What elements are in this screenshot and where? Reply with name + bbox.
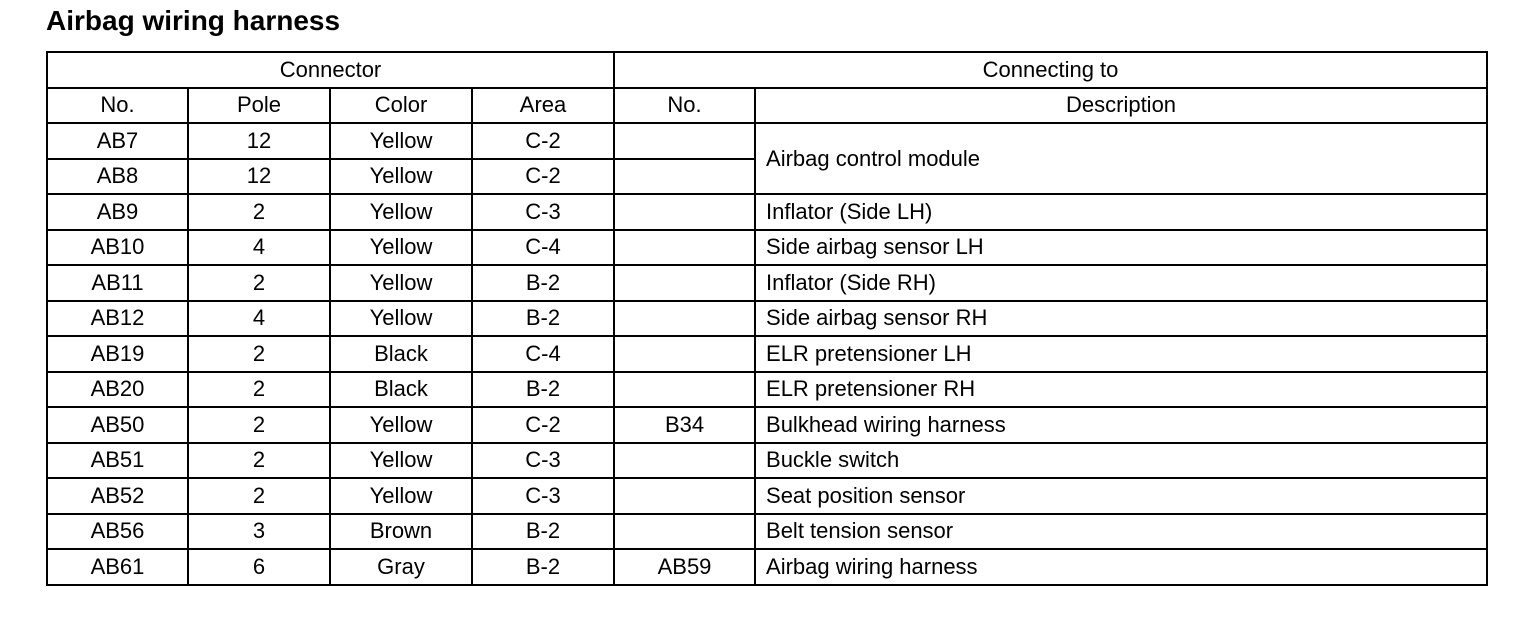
cell-no: AB51 — [47, 443, 188, 479]
cell-color: Yellow — [330, 443, 472, 479]
cell-connecting-no — [614, 443, 755, 479]
cell-color: Yellow — [330, 194, 472, 230]
cell-color: Yellow — [330, 301, 472, 337]
cell-pole: 12 — [188, 159, 330, 195]
cell-area: B-2 — [472, 372, 614, 408]
cell-color: Yellow — [330, 230, 472, 266]
cell-connecting-no — [614, 478, 755, 514]
cell-connecting-no — [614, 194, 755, 230]
cell-pole: 12 — [188, 123, 330, 159]
cell-area: C-3 — [472, 443, 614, 479]
cell-description: Side airbag sensor LH — [755, 230, 1487, 266]
cell-color: Yellow — [330, 478, 472, 514]
cell-pole: 3 — [188, 514, 330, 550]
table-row — [47, 230, 1487, 266]
cell-area: B-2 — [472, 301, 614, 337]
cell-no: AB12 — [47, 301, 188, 337]
cell-description: Side airbag sensor RH — [755, 301, 1487, 337]
cell-color: Yellow — [330, 159, 472, 195]
column-header-pole: Pole — [188, 88, 330, 124]
table-row — [47, 478, 1487, 514]
cell-pole: 2 — [188, 443, 330, 479]
cell-pole: 6 — [188, 549, 330, 585]
table-row — [47, 265, 1487, 301]
cell-no: AB19 — [47, 336, 188, 372]
cell-area: B-2 — [472, 549, 614, 585]
cell-color: Yellow — [330, 407, 472, 443]
cell-description: Buckle switch — [755, 443, 1487, 479]
cell-description: ELR pretensioner LH — [755, 336, 1487, 372]
cell-no: AB56 — [47, 514, 188, 550]
cell-description: Bulkhead wiring harness — [755, 407, 1487, 443]
cell-pole: 2 — [188, 372, 330, 408]
table-row — [47, 549, 1487, 585]
cell-connecting-no — [614, 123, 755, 159]
cell-description: Belt tension sensor — [755, 514, 1487, 550]
page-title: Airbag wiring harness — [46, 5, 341, 36]
cell-pole: 2 — [188, 336, 330, 372]
connector-group-header: Connector — [47, 52, 614, 88]
cell-no: AB9 — [47, 194, 188, 230]
group-header-row — [47, 52, 1487, 88]
cell-no: AB61 — [47, 549, 188, 585]
cell-color: Yellow — [330, 123, 472, 159]
cell-pole: 2 — [188, 407, 330, 443]
cell-description: Inflator (Side LH) — [755, 194, 1487, 230]
cell-area: C-2 — [472, 159, 614, 195]
table-row — [47, 372, 1487, 408]
column-header-row — [47, 88, 1487, 124]
cell-area: C-2 — [472, 407, 614, 443]
cell-area: C-4 — [472, 336, 614, 372]
table-row — [47, 123, 1487, 159]
cell-area: B-2 — [472, 265, 614, 301]
cell-no: AB50 — [47, 407, 188, 443]
cell-no: AB8 — [47, 159, 188, 195]
table-row — [47, 514, 1487, 550]
cell-area: C-3 — [472, 478, 614, 514]
cell-connecting-no — [614, 159, 755, 195]
column-header-color: Color — [330, 88, 472, 124]
cell-area: B-2 — [472, 514, 614, 550]
cell-no: AB20 — [47, 372, 188, 408]
cell-color: Brown — [330, 514, 472, 550]
cell-no: AB10 — [47, 230, 188, 266]
cell-area: C-2 — [472, 123, 614, 159]
cell-no: AB52 — [47, 478, 188, 514]
column-header-no: No. — [47, 88, 188, 124]
connector-table — [46, 51, 1488, 586]
cell-color: Black — [330, 336, 472, 372]
cell-pole: 4 — [188, 301, 330, 337]
cell-color: Gray — [330, 549, 472, 585]
column-header-connecting-no: No. — [614, 88, 755, 124]
cell-description: Seat position sensor — [755, 478, 1487, 514]
cell-color: Yellow — [330, 265, 472, 301]
cell-connecting-no — [614, 372, 755, 408]
cell-pole: 2 — [188, 478, 330, 514]
column-header-area: Area — [472, 88, 614, 124]
cell-description: Inflator (Side RH) — [755, 265, 1487, 301]
cell-connecting-no: AB59 — [614, 549, 755, 585]
cell-color: Black — [330, 372, 472, 408]
cell-area: C-4 — [472, 230, 614, 266]
connecting-to-group-header: Connecting to — [614, 52, 1487, 88]
cell-description: Airbag wiring harness — [755, 549, 1487, 585]
cell-connecting-no: B34 — [614, 407, 755, 443]
cell-connecting-no — [614, 514, 755, 550]
cell-no: AB11 — [47, 265, 188, 301]
cell-connecting-no — [614, 301, 755, 337]
cell-connecting-no — [614, 230, 755, 266]
table-row — [47, 194, 1487, 230]
table-row — [47, 301, 1487, 337]
cell-pole: 2 — [188, 265, 330, 301]
cell-connecting-no — [614, 336, 755, 372]
column-header-description: Description — [755, 88, 1487, 124]
table-row — [47, 443, 1487, 479]
table-row — [47, 407, 1487, 443]
cell-pole: 4 — [188, 230, 330, 266]
cell-description: Airbag control module — [755, 123, 1487, 194]
cell-no: AB7 — [47, 123, 188, 159]
cell-connecting-no — [614, 265, 755, 301]
table-row — [47, 336, 1487, 372]
cell-area: C-3 — [472, 194, 614, 230]
cell-pole: 2 — [188, 194, 330, 230]
cell-description: ELR pretensioner RH — [755, 372, 1487, 408]
